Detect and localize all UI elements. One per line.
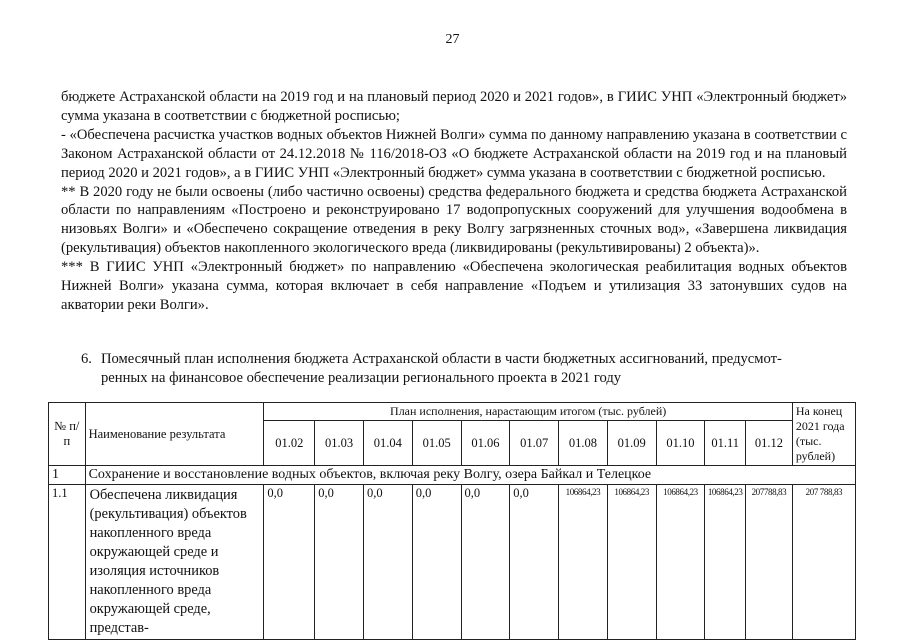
section-heading (81, 350, 821, 388)
value-cell: 106864,23 (705, 485, 746, 640)
body-text (61, 88, 847, 315)
paragraph: ** В 2020 году не были освоены (либо частично освоены) средства федерального бюджета и средства бюджета Астраханской области по направлениям «Построено и реконструировано 17 водопропускных сооружений для улучшения водообмена в низовьях Волги» и «Обеспечено сокращение отведения в реку Волгу загрязненных сточных вод», «Завершена ликвидация (рекультивация) объектов накопленного экологического вреда (ликвидированы (рекультивированы) 2 объекта)». (61, 183, 847, 257)
month-header: 01.08 (559, 421, 608, 466)
month-header: 01.06 (461, 421, 510, 466)
month-header: 01.11 (705, 421, 746, 466)
month-header: 01.07 (510, 421, 559, 466)
month-header: 01.10 (656, 421, 705, 466)
month-header: 01.12 (745, 421, 792, 466)
budget-plan-table (48, 402, 856, 640)
value-cell: 0,0 (412, 485, 461, 640)
table-row (49, 485, 856, 640)
column-header-plan: План исполнения, нарастающим итогом (тыс. рублей) (264, 403, 792, 421)
value-cell: 207788,83 (745, 485, 792, 640)
month-header: 01.09 (607, 421, 656, 466)
page-number: 27 (445, 32, 460, 47)
row-number: 1.1 (49, 485, 86, 640)
column-header-end-year: На конец 2021 года (тыс. рублей) (792, 403, 855, 466)
end-year-value: 207 788,83 (792, 485, 855, 640)
value-cell: 0,0 (461, 485, 510, 640)
month-header: 01.05 (412, 421, 461, 466)
month-header: 01.02 (264, 421, 315, 466)
section-title-line2: ренных на финансовое обеспечение реализации регионального проекта в 2021 году (101, 370, 622, 386)
value-cell: 106864,23 (656, 485, 705, 640)
value-cell: 0,0 (510, 485, 559, 640)
column-header-number: № п/п (49, 403, 86, 466)
column-header-result-name: Наименование результата (85, 403, 264, 466)
result-name: Обеспечена ликвидация (рекультивация) объектов накопленного вреда окружающей среде и изоляция источников накопленного вреда окружающей среде, представ- (85, 485, 264, 640)
value-cell: 0,0 (363, 485, 412, 640)
paragraph: бюджете Астраханской области на 2019 год и на плановый период 2020 и 2021 годов», в ГИИС УНП «Электронный бюджет» сумма указана в соответствии с бюджетной росписью; (61, 89, 847, 124)
section-number: 6. (81, 351, 92, 367)
month-header: 01.04 (363, 421, 412, 466)
value-cell: 0,0 (264, 485, 315, 640)
paragraph: *** В ГИИС УНП «Электронный бюджет» по направлению «Обеспечена экологическая реабилитация водных объектов Нижней Волги» указана сумма, которая включает в себя направление «Подъем и утилизация 33 затонувших судов на акватории реки Волги». (61, 259, 847, 313)
section-row-number: 1 (49, 466, 86, 485)
value-cell: 0,0 (315, 485, 364, 640)
value-cell: 106864,23 (559, 485, 608, 640)
paragraph: - «Обеспечена расчистка участков водных объектов Нижней Волги» сумма по данному направлению указана в соответствии с Законом Астраханской области от 24.12.2018 № 116/2018-ОЗ «О бюджете Астраханской области на 2019 год и на плановый период 2020 и 2021 годов», а в ГИИС УНП «Электронный бюджет» сумма указана в соответствии с бюджетной росписью. (61, 126, 847, 181)
section-title-line1: Помесячный план исполнения бюджета Астраханской области в части бюджетных ассигнований, предусмот- (101, 351, 782, 367)
value-cell: 106864,23 (607, 485, 656, 640)
month-header: 01.03 (315, 421, 364, 466)
section-row-title: Сохранение и восстановление водных объектов, включая реку Волгу, озера Байкал и Телецкое (85, 466, 855, 485)
